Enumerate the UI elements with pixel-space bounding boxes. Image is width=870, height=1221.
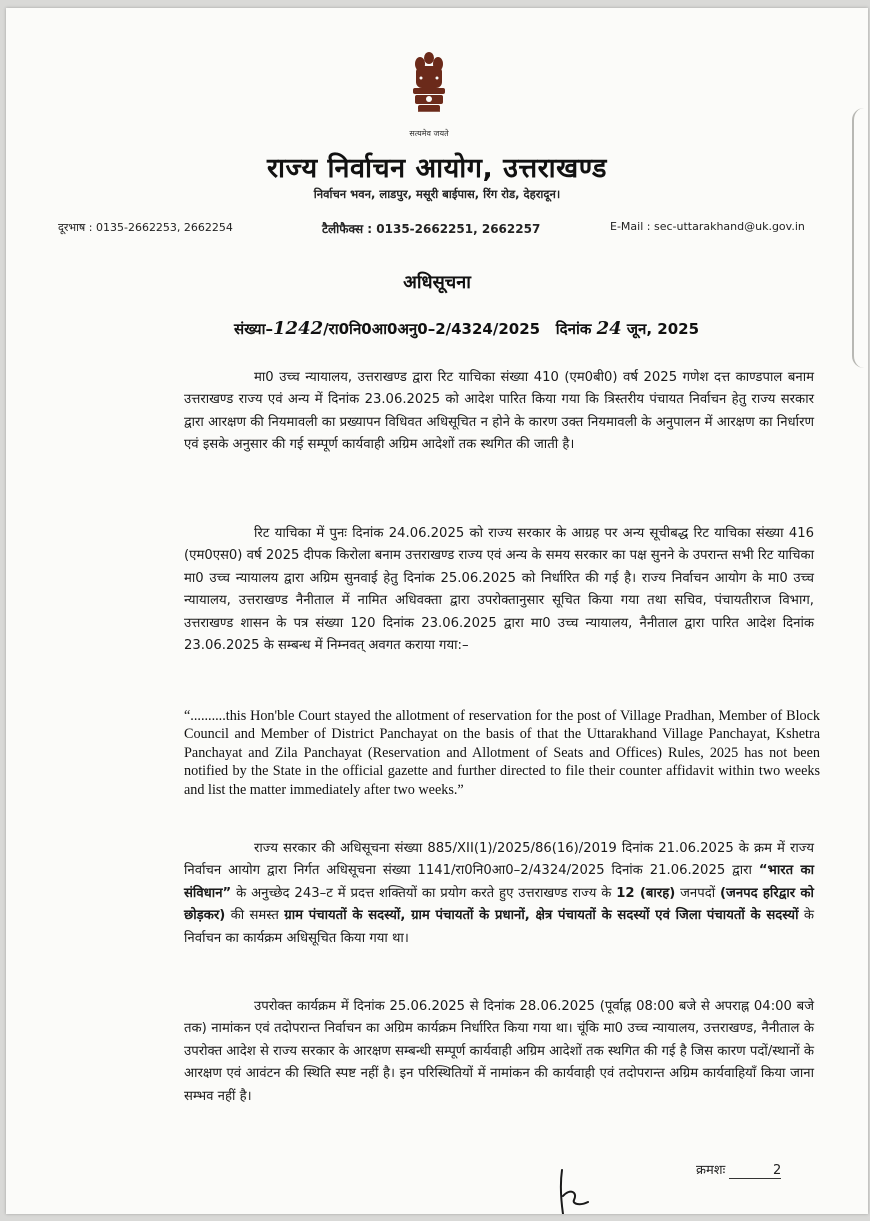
organization-title: राज्य निर्वाचन आयोग, उत्तराखण्ड	[266, 153, 607, 184]
emblem-motto: सत्यमेव जयते	[409, 129, 449, 138]
para3-district-count: 12 (बारह)	[616, 885, 676, 901]
next-page-number: 2	[729, 1163, 781, 1179]
ref-prefix: संख्या–	[234, 320, 274, 338]
telefax-numbers: टैलीफैक्स : 0135-2662251, 2662257	[322, 222, 541, 236]
paragraph-2: रिट याचिका में पुनः दिनांक 24.06.2025 को राज्य सरकार के आग्रह पर अन्य सूचीबद्ध रिट याचिका संख्या 416 (एम0एस0) वर्ष 2025 दीपक किरोला बनाम उत्तराखण्ड राज्य एवं अन्य के समय सरकार का पक्ष सुनने के उपरान्त सभी रिट याचिका मा0 उच्च न्यायालय द्वारा अग्रिम सुनवाई हेतु दिनांक 25.06.2025 को निर्धारित की गई है। राज्य निर्वाचन आयोग के मा0 उच्च न्यायालय, उत्तराखण्ड नैनीताल में नामित अधिवक्ता द्वारा उपरोक्तानुसार सूचित किया गया तथा सचिव, पंचायतीराज विभाग, उत्तराखण्ड शासन के पत्र संख्या 120 दिनांक 23.06.2025 द्वारा मा0 उच्च न्यायालय, नैनीताल द्वारा पारित आदेश दिनांक 23.06.2025 के सम्बन्ध में निम्नवत् अवगत कराया गया:–	[184, 526, 814, 654]
email-address: E-Mail : sec-uttarakhand@uk.gov.in	[610, 220, 805, 233]
reference-line	[234, 318, 699, 339]
paragraph-1: मा0 उच्च न्यायालय, उत्तराखण्ड द्वारा रिट याचिका संख्या 410 (एम0बी0) वर्ष 2025 गणेश दत्त काण्डपाल बनाम उत्तराखण्ड राज्य एवं अन्य में दिनांक 23.06.2025 को आदेश पारित किया गया कि त्रिस्तरीय पंचायत निर्वाचन हेतु राज्य सरकार द्वारा आरक्षण की नियमावली का प्रख्यापन विधिवत अधिसूचित न होने के कारण उक्त नियमावली के अनुपालन में आरक्षण का निर्धारण एवं इसके अनुसार की गई सम्पूर्ण कार्यवाही अग्रिम आदेशों तक स्थगित की जाती है।	[184, 370, 814, 453]
para3-text-i: के निर्वाचन का कार्यक्रम अधिसूचित किया गया था।	[184, 908, 814, 946]
para3-exclusion: (जनपद हरिद्वार को छोड़कर)	[184, 885, 814, 924]
date-label: दिनांक	[555, 320, 592, 338]
page-curl-edge	[852, 108, 868, 368]
date-rest: जून, 2025	[626, 320, 700, 338]
para3-text-c: के अनुच्छेद 243–ट में प्रदत्त शक्तियों का प्रयोग करते हुए उत्तराखण्ड राज्य के	[236, 885, 612, 901]
para3-text-g: की समस्त	[230, 908, 279, 924]
state-emblem-icon	[404, 48, 454, 138]
document-page	[6, 8, 868, 1214]
continued-marker	[696, 1160, 781, 1179]
phone-numbers: दूरभाष : 0135-2662253, 2662254	[58, 221, 233, 234]
paragraph-3	[184, 838, 814, 950]
date-day: 24	[596, 318, 622, 339]
court-order-quote: “..........this Hon'ble Court stayed the allotment of reservation for the post of Village Pradhan, Member of Block Council and Member of District Panchayat on the basis of that the Uttarakhand Village Panchayat, Kshetra Panchayat and Zila Panchayat (Reservation and Allotment of Seats and Offices) Rules, 2025 has not been notified by the State in the official gazette and further directed to file their counter affidavit within two weeks and list the matter immediately after two weeks.”	[184, 708, 820, 798]
ref-number: 1242	[273, 318, 324, 339]
para3-posts: ग्राम पंचायतों के सदस्यों, ग्राम पंचायतों के प्रधानों, क्षेत्र पंचायतों के सदस्यों एवं जिला पंचायतों के सदस्यों	[284, 908, 799, 924]
organization-address: निर्वाचन भवन, लाडपुर, मसूरी बाईपास, रिंग रोड, देहरादून।	[313, 187, 561, 201]
para3-constitution: “भारत का संविधान”	[184, 863, 814, 901]
ref-suffix: /रा0नि0आ0अनु0–2/4324/2025	[323, 320, 541, 338]
continued-label: क्रमशः	[696, 1163, 726, 1178]
paragraph-4: उपरोक्त कार्यक्रम में दिनांक 25.06.2025 से दिनांक 28.06.2025 (पूर्वाह्न 08:00 बजे से अपराह्न 04:00 बजे तक) नामांकन एवं तदोपरान्त निर्वाचन का अग्रिम कार्यक्रम निर्धारित किया गया था। चूंकि मा0 उच्च न्यायालय, उत्तराखण्ड, नैनीताल के उपरोक्त आदेश से राज्य सरकार के आरक्षण सम्बन्धी सम्पूर्ण कार्यवाही अग्रिम आदेशों तक स्थगित की गई है जिस कारण पदों/स्थानों के आरक्षण एवं आवंटन की स्थिति स्पष्ट नहीं है। इन परिस्थितियों में नामांकन की कार्यवाही एवं तदोपरान्त अग्रिम कार्यवाहियाँ किया जाना सम्भव नहीं है।	[184, 999, 814, 1104]
para3-text-e: जनपदों	[680, 885, 716, 901]
notice-heading: अधिसूचना	[403, 272, 471, 293]
para3-text-a: राज्य सरकार की अधिसूचना संख्या 885/XII(1)/2025/86(16)/2019 दिनांक 21.06.2025 के क्रम में राज्य निर्वाचन आयोग द्वारा निर्गत अधिसूचना संख्या 1141/रा0नि0आ0–2/4324/2025 दिनांक 21.06.2025 द्वारा	[184, 841, 814, 879]
handwritten-initials	[554, 1166, 594, 1214]
